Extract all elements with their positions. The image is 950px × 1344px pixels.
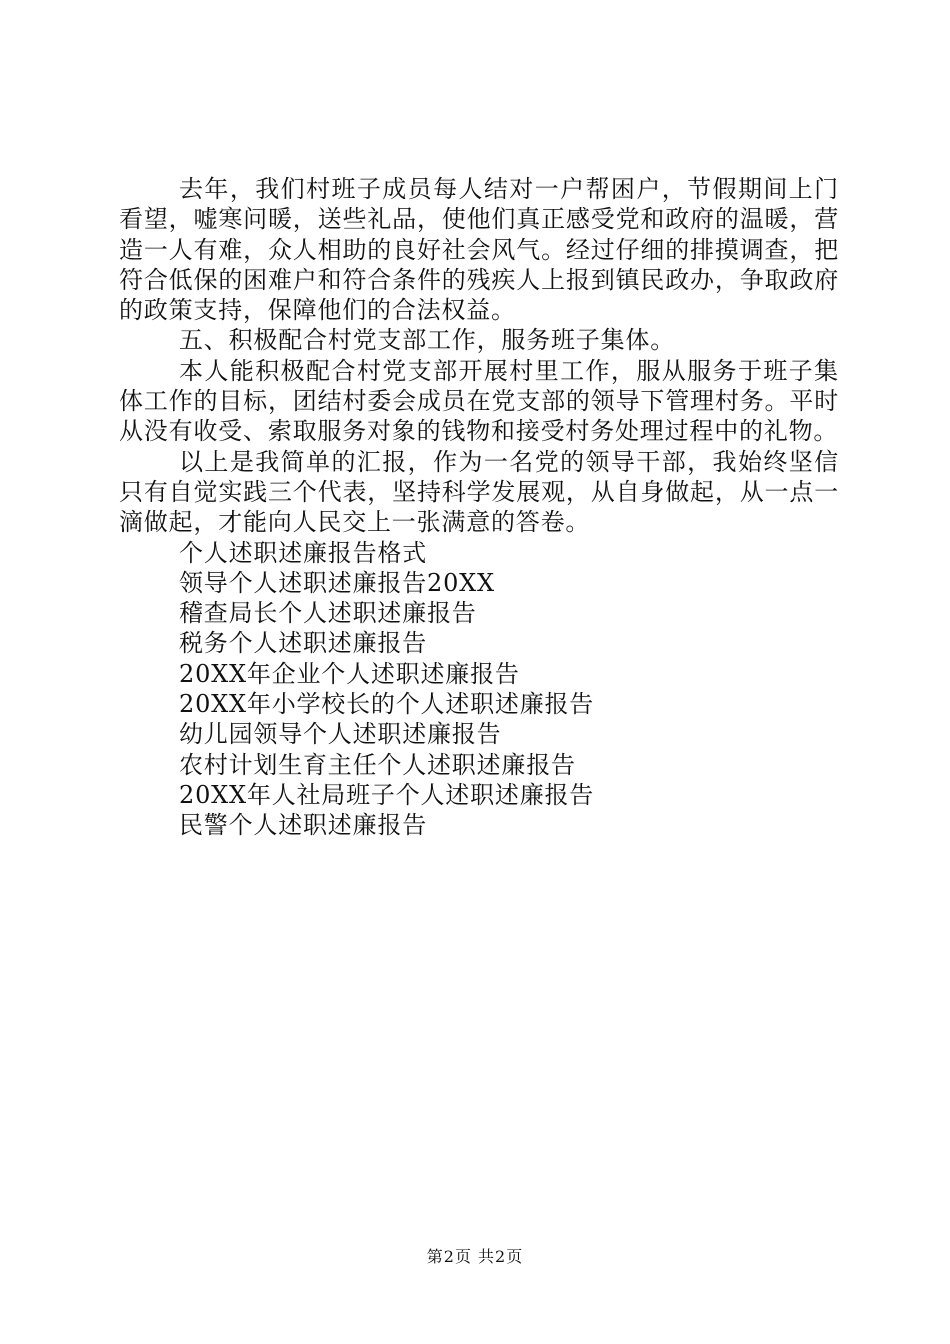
page-number-footer: 第2页 共2页 [426, 1247, 524, 1266]
related-link[interactable]: 税务个人述职述廉报告 [179, 629, 427, 658]
paragraph-conclusion: 以上是我简单的汇报，作为一名党的领导干部，我始终坚信只有自觉实践三个代表，坚持科学发展观，从自身做起，从一点一滴做起，才能向人民交上一张满意的答卷。 [119, 447, 839, 537]
related-link[interactable]: 幼儿园领导个人述职述廉报告 [179, 720, 502, 749]
related-links-list [119, 538, 839, 841]
related-link[interactable]: 20XX年小学校长的个人述职述廉报告 [179, 690, 595, 719]
related-link[interactable]: 20XX年企业个人述职述廉报告 [179, 659, 520, 688]
related-link[interactable]: 领导个人述职述廉报告20XX [179, 568, 495, 597]
related-link[interactable]: 民警个人述职述廉报告 [179, 811, 427, 840]
related-link[interactable]: 个人述职述廉报告格式 [179, 538, 427, 567]
paragraph-cooperation: 本人能积极配合村党支部开展村里工作，服从服务于班子集体工作的目标，团结村委会成员在党支部的领导下管理村务。平时从没有收受、索取服务对象的钱物和接受村务处理过程中的礼物。 [119, 356, 839, 446]
related-link[interactable]: 农村计划生育主任个人述职述廉报告 [179, 750, 576, 779]
related-link[interactable]: 稽查局长个人述职述廉报告 [179, 599, 477, 628]
paragraph-assistance: 去年，我们村班子成员每人结对一户帮困户，节假期间上门看望，嘘寒问暖，送些礼品，使他们真正感受党和政府的温暖，营造一人有难，众人相助的良好社会风气。经过仔细的排摸调查，把符合低保的困难户和符合条件的残疾人上报到镇民政办，争取政府的政策支持，保障他们的合法权益。 [119, 175, 839, 325]
related-link[interactable]: 20XX年人社局班子个人述职述廉报告 [179, 780, 595, 809]
document-body [119, 174, 839, 841]
section-heading-five: 五、积极配合村党支部工作，服务班子集体。 [179, 326, 675, 355]
